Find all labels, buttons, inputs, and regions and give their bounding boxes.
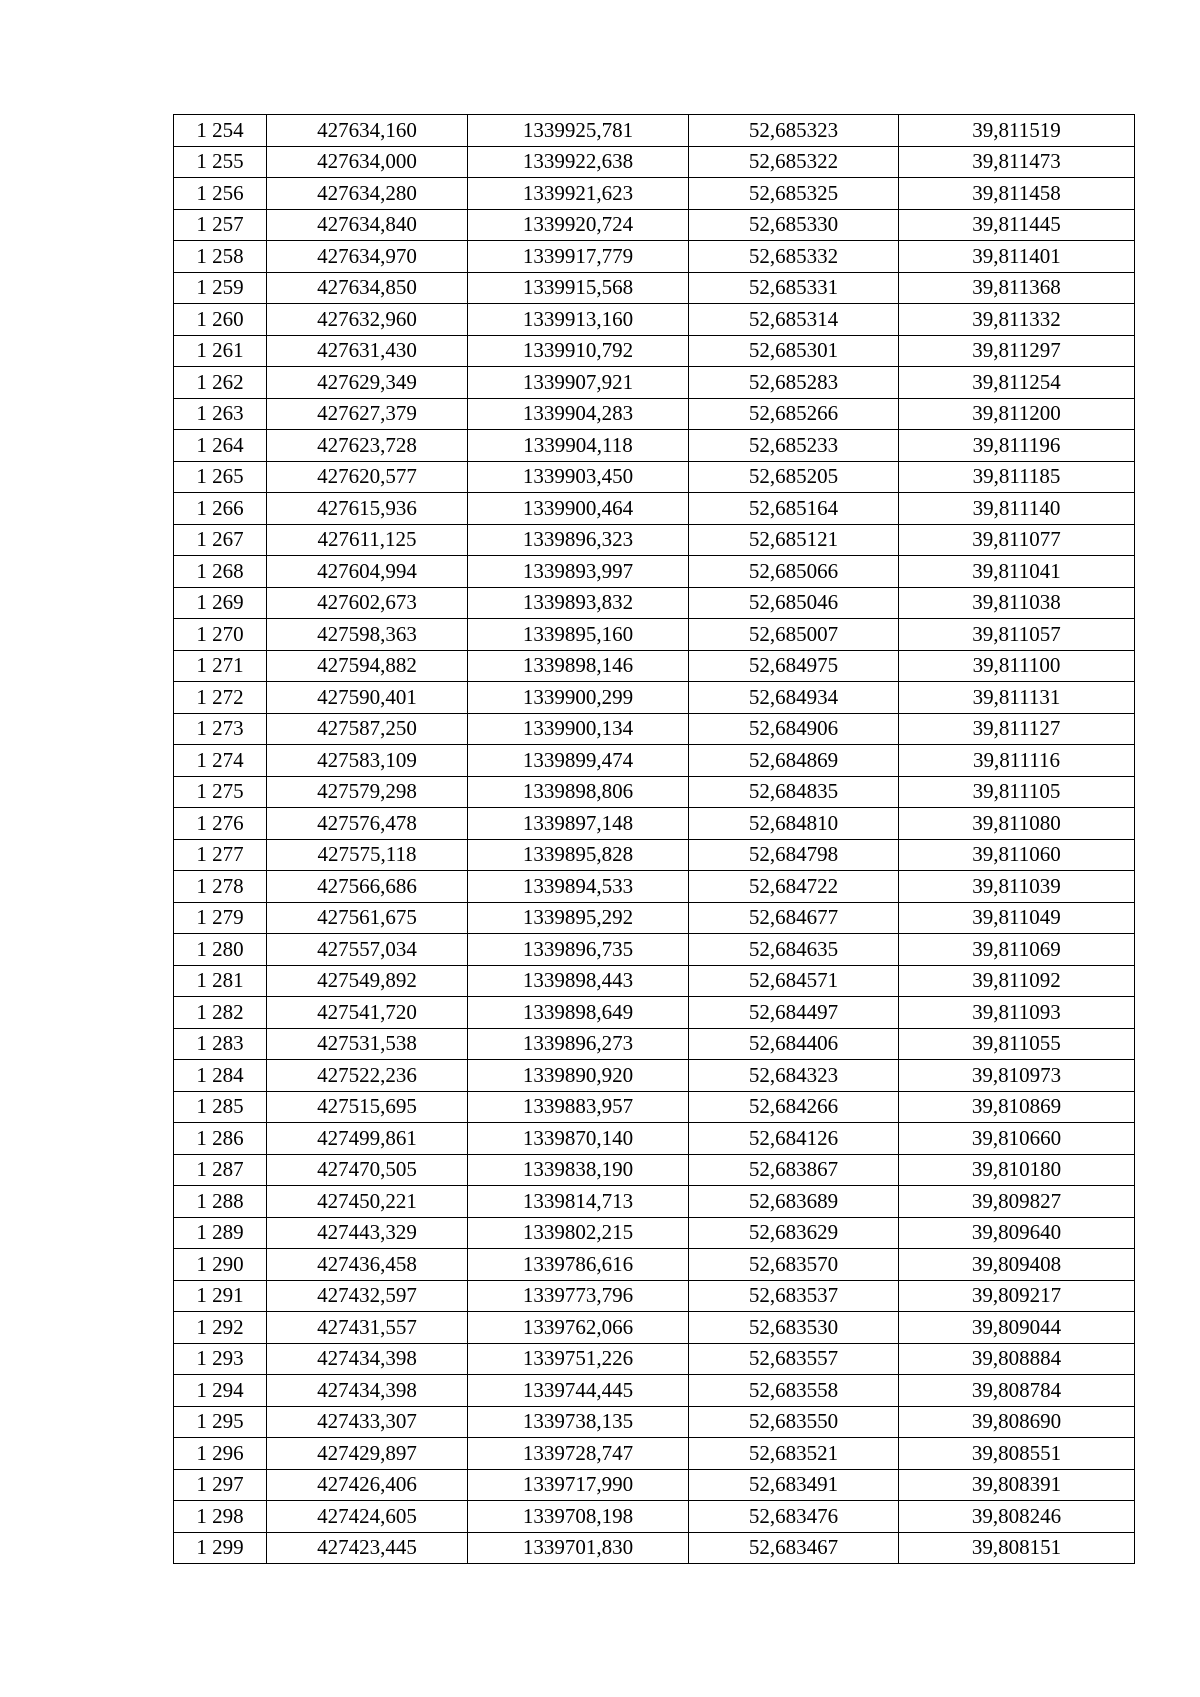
- x-coordinate-cell: 427541,720: [267, 997, 468, 1029]
- x-coordinate-cell: 427615,936: [267, 493, 468, 525]
- table-row: [174, 1312, 1135, 1344]
- x-coordinate-cell: 427634,280: [267, 178, 468, 210]
- y-coordinate-cell: 1339728,747: [468, 1438, 689, 1470]
- x-coordinate-cell: 427515,695: [267, 1091, 468, 1123]
- point-number-cell: 1 278: [174, 871, 267, 903]
- point-number-cell: 1 259: [174, 272, 267, 304]
- latitude-cell: 52,685164: [689, 493, 899, 525]
- y-coordinate-cell: 1339907,921: [468, 367, 689, 399]
- y-coordinate-cell: 1339898,443: [468, 965, 689, 997]
- latitude-cell: 52,683530: [689, 1312, 899, 1344]
- y-coordinate-cell: 1339717,990: [468, 1469, 689, 1501]
- coordinates-table-body: [174, 115, 1135, 1564]
- table-row: [174, 745, 1135, 777]
- point-number-cell: 1 297: [174, 1469, 267, 1501]
- y-coordinate-cell: 1339898,806: [468, 776, 689, 808]
- point-number-cell: 1 285: [174, 1091, 267, 1123]
- point-number-cell: 1 256: [174, 178, 267, 210]
- latitude-cell: 52,684406: [689, 1028, 899, 1060]
- longitude-cell: 39,811092: [899, 965, 1135, 997]
- y-coordinate-cell: 1339913,160: [468, 304, 689, 336]
- x-coordinate-cell: 427522,236: [267, 1060, 468, 1092]
- x-coordinate-cell: 427627,379: [267, 398, 468, 430]
- table-row: [174, 461, 1135, 493]
- point-number-cell: 1 277: [174, 839, 267, 871]
- table-row: [174, 398, 1135, 430]
- x-coordinate-cell: 427623,728: [267, 430, 468, 462]
- point-number-cell: 1 261: [174, 335, 267, 367]
- latitude-cell: 52,684635: [689, 934, 899, 966]
- latitude-cell: 52,683558: [689, 1375, 899, 1407]
- y-coordinate-cell: 1339701,830: [468, 1532, 689, 1564]
- point-number-cell: 1 289: [174, 1217, 267, 1249]
- latitude-cell: 52,683476: [689, 1501, 899, 1533]
- table-row: [174, 556, 1135, 588]
- table-row: [174, 493, 1135, 525]
- y-coordinate-cell: 1339917,779: [468, 241, 689, 273]
- longitude-cell: 39,808884: [899, 1343, 1135, 1375]
- table-row: [174, 1532, 1135, 1564]
- coordinates-table: [173, 114, 1135, 1564]
- y-coordinate-cell: 1339773,796: [468, 1280, 689, 1312]
- y-coordinate-cell: 1339744,445: [468, 1375, 689, 1407]
- y-coordinate-cell: 1339895,292: [468, 902, 689, 934]
- table-row: [174, 1154, 1135, 1186]
- y-coordinate-cell: 1339904,118: [468, 430, 689, 462]
- x-coordinate-cell: 427431,557: [267, 1312, 468, 1344]
- table-row: [174, 367, 1135, 399]
- point-number-cell: 1 295: [174, 1406, 267, 1438]
- point-number-cell: 1 284: [174, 1060, 267, 1092]
- latitude-cell: 52,685331: [689, 272, 899, 304]
- y-coordinate-cell: 1339896,273: [468, 1028, 689, 1060]
- point-number-cell: 1 292: [174, 1312, 267, 1344]
- x-coordinate-cell: 427436,458: [267, 1249, 468, 1281]
- point-number-cell: 1 293: [174, 1343, 267, 1375]
- point-number-cell: 1 268: [174, 556, 267, 588]
- point-number-cell: 1 298: [174, 1501, 267, 1533]
- table-row: [174, 619, 1135, 651]
- table-row: [174, 115, 1135, 147]
- y-coordinate-cell: 1339814,713: [468, 1186, 689, 1218]
- latitude-cell: 52,685046: [689, 587, 899, 619]
- longitude-cell: 39,811458: [899, 178, 1135, 210]
- table-row: [174, 871, 1135, 903]
- table-row: [174, 682, 1135, 714]
- longitude-cell: 39,811077: [899, 524, 1135, 556]
- latitude-cell: 52,685330: [689, 209, 899, 241]
- longitude-cell: 39,809827: [899, 1186, 1135, 1218]
- x-coordinate-cell: 427576,478: [267, 808, 468, 840]
- longitude-cell: 39,808784: [899, 1375, 1135, 1407]
- latitude-cell: 52,683629: [689, 1217, 899, 1249]
- x-coordinate-cell: 427583,109: [267, 745, 468, 777]
- longitude-cell: 39,811093: [899, 997, 1135, 1029]
- x-coordinate-cell: 427434,398: [267, 1343, 468, 1375]
- longitude-cell: 39,809640: [899, 1217, 1135, 1249]
- y-coordinate-cell: 1339897,148: [468, 808, 689, 840]
- x-coordinate-cell: 427566,686: [267, 871, 468, 903]
- y-coordinate-cell: 1339900,299: [468, 682, 689, 714]
- table-row: [174, 209, 1135, 241]
- table-row: [174, 997, 1135, 1029]
- point-number-cell: 1 271: [174, 650, 267, 682]
- latitude-cell: 52,683467: [689, 1532, 899, 1564]
- latitude-cell: 52,685205: [689, 461, 899, 493]
- table-row: [174, 650, 1135, 682]
- latitude-cell: 52,684798: [689, 839, 899, 871]
- latitude-cell: 52,683689: [689, 1186, 899, 1218]
- y-coordinate-cell: 1339895,160: [468, 619, 689, 651]
- point-number-cell: 1 287: [174, 1154, 267, 1186]
- table-row: [174, 1060, 1135, 1092]
- longitude-cell: 39,811055: [899, 1028, 1135, 1060]
- y-coordinate-cell: 1339896,735: [468, 934, 689, 966]
- longitude-cell: 39,811080: [899, 808, 1135, 840]
- point-number-cell: 1 291: [174, 1280, 267, 1312]
- table-row: [174, 1469, 1135, 1501]
- x-coordinate-cell: 427631,430: [267, 335, 468, 367]
- latitude-cell: 52,684323: [689, 1060, 899, 1092]
- longitude-cell: 39,811038: [899, 587, 1135, 619]
- longitude-cell: 39,808151: [899, 1532, 1135, 1564]
- longitude-cell: 39,810973: [899, 1060, 1135, 1092]
- y-coordinate-cell: 1339900,464: [468, 493, 689, 525]
- table-row: [174, 1406, 1135, 1438]
- y-coordinate-cell: 1339883,957: [468, 1091, 689, 1123]
- y-coordinate-cell: 1339738,135: [468, 1406, 689, 1438]
- latitude-cell: 52,683537: [689, 1280, 899, 1312]
- y-coordinate-cell: 1339762,066: [468, 1312, 689, 1344]
- latitude-cell: 52,684835: [689, 776, 899, 808]
- table-row: [174, 1280, 1135, 1312]
- y-coordinate-cell: 1339903,450: [468, 461, 689, 493]
- longitude-cell: 39,809044: [899, 1312, 1135, 1344]
- y-coordinate-cell: 1339890,920: [468, 1060, 689, 1092]
- point-number-cell: 1 255: [174, 146, 267, 178]
- longitude-cell: 39,811401: [899, 241, 1135, 273]
- point-number-cell: 1 262: [174, 367, 267, 399]
- point-number-cell: 1 274: [174, 745, 267, 777]
- point-number-cell: 1 273: [174, 713, 267, 745]
- x-coordinate-cell: 427634,160: [267, 115, 468, 147]
- x-coordinate-cell: 427594,882: [267, 650, 468, 682]
- y-coordinate-cell: 1339900,134: [468, 713, 689, 745]
- x-coordinate-cell: 427634,850: [267, 272, 468, 304]
- point-number-cell: 1 299: [174, 1532, 267, 1564]
- y-coordinate-cell: 1339904,283: [468, 398, 689, 430]
- y-coordinate-cell: 1339786,616: [468, 1249, 689, 1281]
- x-coordinate-cell: 427426,406: [267, 1469, 468, 1501]
- point-number-cell: 1 272: [174, 682, 267, 714]
- longitude-cell: 39,808551: [899, 1438, 1135, 1470]
- table-row: [174, 1501, 1135, 1533]
- x-coordinate-cell: 427575,118: [267, 839, 468, 871]
- y-coordinate-cell: 1339708,198: [468, 1501, 689, 1533]
- x-coordinate-cell: 427561,675: [267, 902, 468, 934]
- x-coordinate-cell: 427634,970: [267, 241, 468, 273]
- point-number-cell: 1 282: [174, 997, 267, 1029]
- y-coordinate-cell: 1339894,533: [468, 871, 689, 903]
- table-row: [174, 241, 1135, 273]
- x-coordinate-cell: 427598,363: [267, 619, 468, 651]
- latitude-cell: 52,685314: [689, 304, 899, 336]
- longitude-cell: 39,811116: [899, 745, 1135, 777]
- x-coordinate-cell: 427424,605: [267, 1501, 468, 1533]
- y-coordinate-cell: 1339802,215: [468, 1217, 689, 1249]
- longitude-cell: 39,811368: [899, 272, 1135, 304]
- point-number-cell: 1 296: [174, 1438, 267, 1470]
- table-row: [174, 808, 1135, 840]
- point-number-cell: 1 275: [174, 776, 267, 808]
- longitude-cell: 39,808391: [899, 1469, 1135, 1501]
- latitude-cell: 52,683570: [689, 1249, 899, 1281]
- x-coordinate-cell: 427432,597: [267, 1280, 468, 1312]
- latitude-cell: 52,683550: [689, 1406, 899, 1438]
- latitude-cell: 52,684571: [689, 965, 899, 997]
- point-number-cell: 1 276: [174, 808, 267, 840]
- table-row: [174, 1438, 1135, 1470]
- latitude-cell: 52,684677: [689, 902, 899, 934]
- x-coordinate-cell: 427611,125: [267, 524, 468, 556]
- point-number-cell: 1 283: [174, 1028, 267, 1060]
- table-row: [174, 1123, 1135, 1155]
- x-coordinate-cell: 427634,000: [267, 146, 468, 178]
- table-row: [174, 1091, 1135, 1123]
- longitude-cell: 39,811049: [899, 902, 1135, 934]
- latitude-cell: 52,685007: [689, 619, 899, 651]
- latitude-cell: 52,685325: [689, 178, 899, 210]
- y-coordinate-cell: 1339922,638: [468, 146, 689, 178]
- y-coordinate-cell: 1339870,140: [468, 1123, 689, 1155]
- y-coordinate-cell: 1339895,828: [468, 839, 689, 871]
- y-coordinate-cell: 1339899,474: [468, 745, 689, 777]
- latitude-cell: 52,684497: [689, 997, 899, 1029]
- longitude-cell: 39,811519: [899, 115, 1135, 147]
- table-row: [174, 524, 1135, 556]
- longitude-cell: 39,811069: [899, 934, 1135, 966]
- longitude-cell: 39,811100: [899, 650, 1135, 682]
- x-coordinate-cell: 427579,298: [267, 776, 468, 808]
- x-coordinate-cell: 427423,445: [267, 1532, 468, 1564]
- point-number-cell: 1 265: [174, 461, 267, 493]
- longitude-cell: 39,811200: [899, 398, 1135, 430]
- latitude-cell: 52,685066: [689, 556, 899, 588]
- y-coordinate-cell: 1339893,832: [468, 587, 689, 619]
- latitude-cell: 52,685323: [689, 115, 899, 147]
- longitude-cell: 39,811332: [899, 304, 1135, 336]
- table-row: [174, 1028, 1135, 1060]
- latitude-cell: 52,684722: [689, 871, 899, 903]
- latitude-cell: 52,685121: [689, 524, 899, 556]
- x-coordinate-cell: 427629,349: [267, 367, 468, 399]
- table-row: [174, 1375, 1135, 1407]
- x-coordinate-cell: 427590,401: [267, 682, 468, 714]
- y-coordinate-cell: 1339925,781: [468, 115, 689, 147]
- x-coordinate-cell: 427443,329: [267, 1217, 468, 1249]
- longitude-cell: 39,811185: [899, 461, 1135, 493]
- table-row: [174, 713, 1135, 745]
- longitude-cell: 39,811127: [899, 713, 1135, 745]
- latitude-cell: 52,685332: [689, 241, 899, 273]
- latitude-cell: 52,684869: [689, 745, 899, 777]
- latitude-cell: 52,685283: [689, 367, 899, 399]
- y-coordinate-cell: 1339910,792: [468, 335, 689, 367]
- longitude-cell: 39,811060: [899, 839, 1135, 871]
- table-row: [174, 335, 1135, 367]
- point-number-cell: 1 280: [174, 934, 267, 966]
- x-coordinate-cell: 427499,861: [267, 1123, 468, 1155]
- latitude-cell: 52,683491: [689, 1469, 899, 1501]
- point-number-cell: 1 266: [174, 493, 267, 525]
- point-number-cell: 1 281: [174, 965, 267, 997]
- latitude-cell: 52,683867: [689, 1154, 899, 1186]
- longitude-cell: 39,811131: [899, 682, 1135, 714]
- table-row: [174, 776, 1135, 808]
- y-coordinate-cell: 1339898,146: [468, 650, 689, 682]
- longitude-cell: 39,811057: [899, 619, 1135, 651]
- x-coordinate-cell: 427434,398: [267, 1375, 468, 1407]
- latitude-cell: 52,685233: [689, 430, 899, 462]
- table-row: [174, 1217, 1135, 1249]
- x-coordinate-cell: 427634,840: [267, 209, 468, 241]
- point-number-cell: 1 286: [174, 1123, 267, 1155]
- table-row: [174, 902, 1135, 934]
- latitude-cell: 52,684810: [689, 808, 899, 840]
- latitude-cell: 52,683557: [689, 1343, 899, 1375]
- longitude-cell: 39,811473: [899, 146, 1135, 178]
- table-row: [174, 430, 1135, 462]
- latitude-cell: 52,684906: [689, 713, 899, 745]
- latitude-cell: 52,684126: [689, 1123, 899, 1155]
- x-coordinate-cell: 427604,994: [267, 556, 468, 588]
- point-number-cell: 1 263: [174, 398, 267, 430]
- table-row: [174, 587, 1135, 619]
- point-number-cell: 1 270: [174, 619, 267, 651]
- latitude-cell: 52,685322: [689, 146, 899, 178]
- table-row: [174, 1249, 1135, 1281]
- longitude-cell: 39,811297: [899, 335, 1135, 367]
- x-coordinate-cell: 427620,577: [267, 461, 468, 493]
- y-coordinate-cell: 1339896,323: [468, 524, 689, 556]
- x-coordinate-cell: 427587,250: [267, 713, 468, 745]
- table-row: [174, 146, 1135, 178]
- latitude-cell: 52,685266: [689, 398, 899, 430]
- latitude-cell: 52,685301: [689, 335, 899, 367]
- longitude-cell: 39,808246: [899, 1501, 1135, 1533]
- point-number-cell: 1 258: [174, 241, 267, 273]
- point-number-cell: 1 290: [174, 1249, 267, 1281]
- table-row: [174, 1186, 1135, 1218]
- point-number-cell: 1 294: [174, 1375, 267, 1407]
- y-coordinate-cell: 1339838,190: [468, 1154, 689, 1186]
- point-number-cell: 1 267: [174, 524, 267, 556]
- point-number-cell: 1 288: [174, 1186, 267, 1218]
- longitude-cell: 39,809217: [899, 1280, 1135, 1312]
- table-row: [174, 272, 1135, 304]
- x-coordinate-cell: 427549,892: [267, 965, 468, 997]
- table-row: [174, 1343, 1135, 1375]
- longitude-cell: 39,809408: [899, 1249, 1135, 1281]
- longitude-cell: 39,811140: [899, 493, 1135, 525]
- table-row: [174, 965, 1135, 997]
- latitude-cell: 52,683521: [689, 1438, 899, 1470]
- point-number-cell: 1 254: [174, 115, 267, 147]
- y-coordinate-cell: 1339915,568: [468, 272, 689, 304]
- point-number-cell: 1 260: [174, 304, 267, 336]
- x-coordinate-cell: 427450,221: [267, 1186, 468, 1218]
- longitude-cell: 39,811445: [899, 209, 1135, 241]
- latitude-cell: 52,684266: [689, 1091, 899, 1123]
- y-coordinate-cell: 1339751,226: [468, 1343, 689, 1375]
- latitude-cell: 52,684975: [689, 650, 899, 682]
- x-coordinate-cell: 427602,673: [267, 587, 468, 619]
- y-coordinate-cell: 1339898,649: [468, 997, 689, 1029]
- x-coordinate-cell: 427429,897: [267, 1438, 468, 1470]
- table-row: [174, 178, 1135, 210]
- point-number-cell: 1 264: [174, 430, 267, 462]
- table-row: [174, 304, 1135, 336]
- longitude-cell: 39,811041: [899, 556, 1135, 588]
- longitude-cell: 39,811254: [899, 367, 1135, 399]
- table-row: [174, 934, 1135, 966]
- x-coordinate-cell: 427433,307: [267, 1406, 468, 1438]
- x-coordinate-cell: 427557,034: [267, 934, 468, 966]
- x-coordinate-cell: 427632,960: [267, 304, 468, 336]
- y-coordinate-cell: 1339920,724: [468, 209, 689, 241]
- longitude-cell: 39,810869: [899, 1091, 1135, 1123]
- longitude-cell: 39,810660: [899, 1123, 1135, 1155]
- longitude-cell: 39,811105: [899, 776, 1135, 808]
- longitude-cell: 39,811196: [899, 430, 1135, 462]
- latitude-cell: 52,684934: [689, 682, 899, 714]
- table-row: [174, 839, 1135, 871]
- longitude-cell: 39,810180: [899, 1154, 1135, 1186]
- point-number-cell: 1 269: [174, 587, 267, 619]
- longitude-cell: 39,811039: [899, 871, 1135, 903]
- longitude-cell: 39,808690: [899, 1406, 1135, 1438]
- y-coordinate-cell: 1339921,623: [468, 178, 689, 210]
- x-coordinate-cell: 427531,538: [267, 1028, 468, 1060]
- y-coordinate-cell: 1339893,997: [468, 556, 689, 588]
- x-coordinate-cell: 427470,505: [267, 1154, 468, 1186]
- point-number-cell: 1 279: [174, 902, 267, 934]
- point-number-cell: 1 257: [174, 209, 267, 241]
